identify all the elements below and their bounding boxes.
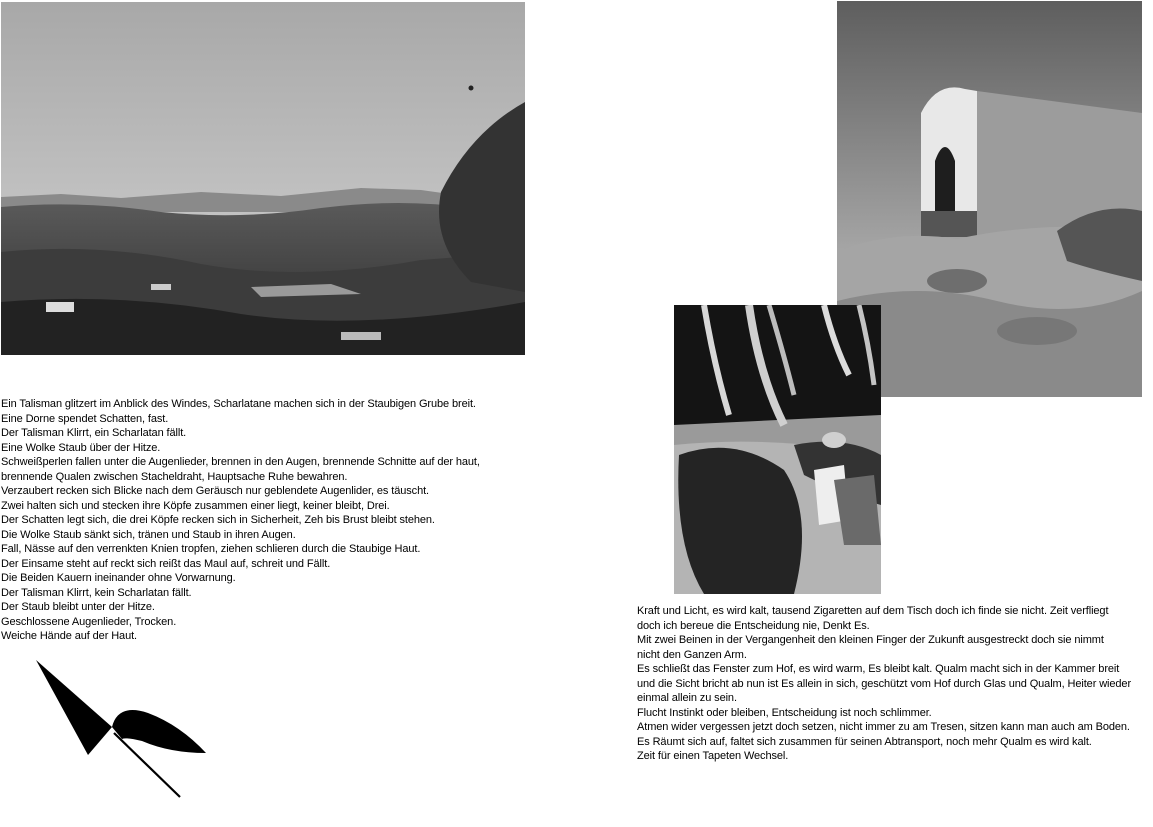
poem-left-line: Verzaubert recken sich Blicke nach dem Geräusch nur geblendete Augenlider, es täuscht. bbox=[1, 485, 429, 497]
poem-right-line: Mit zwei Beinen in der Vergangenheit den kleinen Finger der Zukunft ausgestreckt doch sie nimmt bbox=[637, 634, 1104, 646]
poem-right-line: Es schließt das Fenster zum Hof, es wird warm, Es bleibt kalt. Qualm macht sich in der Kammer breit bbox=[637, 663, 1120, 675]
poem-left-line: Schweißperlen fallen unter die Augenlieder, brennen in den Augen, brennende Schnitte auf der haut, bbox=[1, 456, 480, 468]
poem-left-line: Weiche Hände auf der Haut. bbox=[1, 630, 138, 642]
chapel-photo-image bbox=[837, 1, 1142, 397]
poem-left-line: Geschlossene Augenlieder, Trocken. bbox=[1, 615, 177, 628]
poem-left-line: brennende Qualen zwischen Stacheldraht, Hauptsache Ruhe bewahren. bbox=[1, 470, 348, 483]
poem-right-line: Es Räumt sich auf, faltet sich zusammen für seinen Abtransport, noch mehr Qualm es wird kalt. bbox=[637, 735, 1092, 748]
poem-left-line: Die Beiden Kauern ineinander ohne Vorwarnung. bbox=[1, 572, 236, 584]
poem-right-line: Zeit für einen Tapeten Wechsel. bbox=[637, 750, 789, 762]
poem-right-line: einmal allein zu sein. bbox=[637, 692, 737, 704]
poem-right-line: Flucht Instinkt oder bleiben, Entscheidung ist noch schlimmer. bbox=[637, 706, 932, 719]
poem-left-line: Zwei halten sich und stecken ihre Köpfe zusammen einer liegt, keiner bleibt, Drei. bbox=[1, 499, 390, 512]
poem-right-line: nicht den Ganzen Arm. bbox=[637, 648, 747, 661]
night-photo bbox=[674, 305, 881, 594]
landscape-photo bbox=[1, 2, 525, 355]
poem-left-line: Die Wolke Staub sänkt sich, tränen und Staub in ihren Augen. bbox=[1, 528, 296, 541]
poem-right-line: Atmen wider vergessen jetzt doch setzen, nicht immer zu am Tresen, sitzen kann man auch am Boden. bbox=[637, 721, 1130, 733]
poem-left-line: Der Talisman Klirrt, kein Scharlatan fällt. bbox=[1, 586, 192, 599]
poem-right-line: und die Sicht bricht ab nun ist Es allein in sich, geschützt vom Hof durch Glas und Qualm, Heiter wieder bbox=[637, 677, 1132, 690]
poem-left-line: Fall, Nässe auf den verrenkten Knien tropfen, ziehen schlieren durch die Staubige Haut. bbox=[1, 543, 421, 555]
poem-left-line: Der Talisman Klirrt, ein Scharlatan fällt. bbox=[1, 427, 187, 439]
poem-right-line: Kraft und Licht, es wird kalt, tausend Zigaretten auf dem Tisch doch ich finde sie nicht. Zeit verfliegt bbox=[637, 605, 1109, 617]
poem-right-line: doch ich bereue die Entscheidung nie, Denkt Es. bbox=[637, 619, 870, 632]
poem-left-line: Der Staub bleibt unter der Hitze. bbox=[1, 601, 155, 613]
poem-left-line: Der Schatten legt sich, die drei Köpfe recken sich in Sicherheit, Zeh bis Brust bleibt stehen. bbox=[1, 514, 435, 526]
poem-left-line: Der Einsame steht auf reckt sich reißt das Maul auf, schreit und Fällt. bbox=[1, 557, 331, 570]
poem-left bbox=[1, 397, 521, 644]
poem-right bbox=[637, 604, 1153, 764]
night-photo-image bbox=[674, 305, 881, 594]
poem-left-line: Eine Wolke Staub über der Hitze. bbox=[1, 441, 161, 454]
chapel-photo bbox=[837, 1, 1142, 397]
poem-left-line: Eine Dorne spendet Schatten, fast. bbox=[1, 412, 169, 425]
landscape-photo-image bbox=[1, 2, 525, 355]
abstract-logo-mark bbox=[30, 655, 215, 800]
poem-left-line: Ein Talisman glitzert im Anblick des Windes, Scharlatane machen sich in der Staubigen Grube breit. bbox=[1, 398, 476, 410]
